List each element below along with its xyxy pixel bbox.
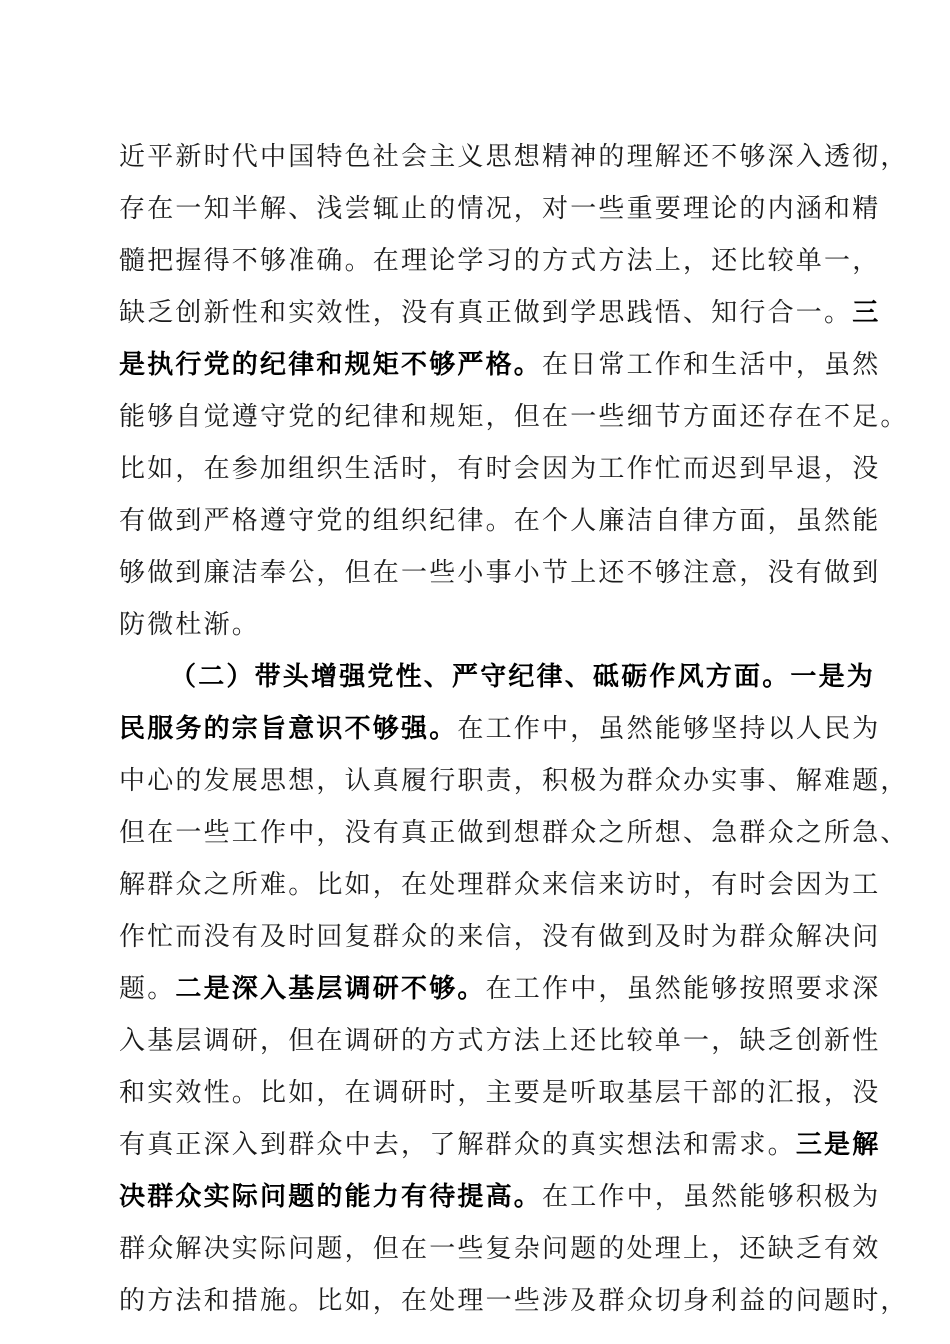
text-line — [119, 604, 260, 656]
bold-heading-text: 是执行党的纪律和规矩不够严格。 — [119, 350, 543, 380]
body-text: 解群众之所难。比如，在处理群众来信来访时，有时会因为工 — [119, 870, 881, 900]
text-line — [119, 708, 880, 760]
text-line — [119, 344, 880, 396]
section-heading-line — [170, 656, 875, 708]
body-text: 有做到严格遵守党的组织纪律。在个人廉洁自律方面，虽然能 — [119, 506, 881, 536]
body-text: 和实效性。比如，在调研时，主要是听取基层干部的汇报，没 — [119, 1078, 881, 1108]
bold-heading-text: 二是深入基层调研不够。 — [175, 974, 486, 1004]
body-text: 髓把握得不够准确。在理论学习的方式方法上，还比较单一， — [119, 246, 881, 276]
text-line — [119, 864, 880, 916]
body-text: 题。 — [119, 974, 176, 1004]
text-line — [119, 448, 880, 500]
text-line — [119, 500, 880, 552]
text-line — [119, 760, 909, 812]
body-text: 但在一些工作中，没有真正做到想群众之所想、急群众之所急、 — [119, 818, 909, 848]
text-line — [119, 188, 880, 240]
body-text: 在工作中，虽然能够积极为 — [542, 1182, 881, 1212]
bold-heading-text: 决群众实际问题的能力有待提高。 — [119, 1182, 543, 1212]
text-line — [119, 1176, 880, 1228]
body-text: 比如，在参加组织生活时，有时会因为工作忙而迟到早退，没 — [119, 454, 881, 484]
text-line — [119, 552, 880, 604]
text-line — [119, 1228, 880, 1280]
text-line — [119, 396, 909, 448]
text-line — [119, 240, 880, 292]
bold-heading-text: （二）带头增强党性、严守纪律、砥砺作风方面。一是为 — [170, 662, 876, 692]
text-line — [119, 1072, 880, 1124]
text-line — [119, 968, 880, 1020]
body-text: 入基层调研，但在调研的方式方法上还比较单一，缺乏创新性 — [119, 1026, 881, 1056]
text-line — [119, 916, 880, 968]
body-text: 在日常工作和生活中，虽然 — [542, 350, 881, 380]
body-text: 中心的发展思想，认真履行职责，积极为群众办实事、解难题， — [119, 766, 909, 796]
text-line — [119, 292, 880, 344]
bold-heading-text: 三 — [852, 298, 881, 328]
bold-heading-text: 三是解 — [795, 1130, 881, 1160]
body-text: 缺乏创新性和实效性，没有真正做到学思践悟、知行合一。 — [119, 298, 853, 328]
body-text: 作忙而没有及时回复群众的来信，没有做到及时为群众解决问 — [119, 922, 881, 952]
body-text: 群众解决实际问题，但在一些复杂问题的处理上，还缺乏有效 — [119, 1234, 881, 1264]
body-text: 的方法和措施。比如，在处理一些涉及群众切身利益的问题时， — [119, 1286, 909, 1316]
body-text: 防微杜渐。 — [119, 610, 261, 640]
bold-heading-text: 民服务的宗旨意识不够强。 — [119, 714, 458, 744]
body-text: 够做到廉洁奉公，但在一些小事小节上还不够注意，没有做到 — [119, 558, 881, 588]
text-line — [119, 136, 909, 188]
body-text: 有真正深入到群众中去，了解群众的真实想法和需求。 — [119, 1130, 796, 1160]
body-text: 在工作中，虽然能够按照要求深 — [485, 974, 881, 1004]
body-text: 存在一知半解、浅尝辄止的情况，对一些重要理论的内涵和精 — [119, 194, 881, 224]
text-line — [119, 1280, 909, 1332]
text-line — [119, 812, 909, 864]
text-line — [119, 1124, 880, 1176]
text-line — [119, 1020, 880, 1072]
body-text: 能够自觉遵守党的纪律和规矩，但在一些细节方面还存在不足。 — [119, 402, 909, 432]
body-text: 近平新时代中国特色社会主义思想精神的理解还不够深入透彻， — [119, 142, 909, 172]
body-text: 在工作中，虽然能够坚持以人民为 — [457, 714, 881, 744]
